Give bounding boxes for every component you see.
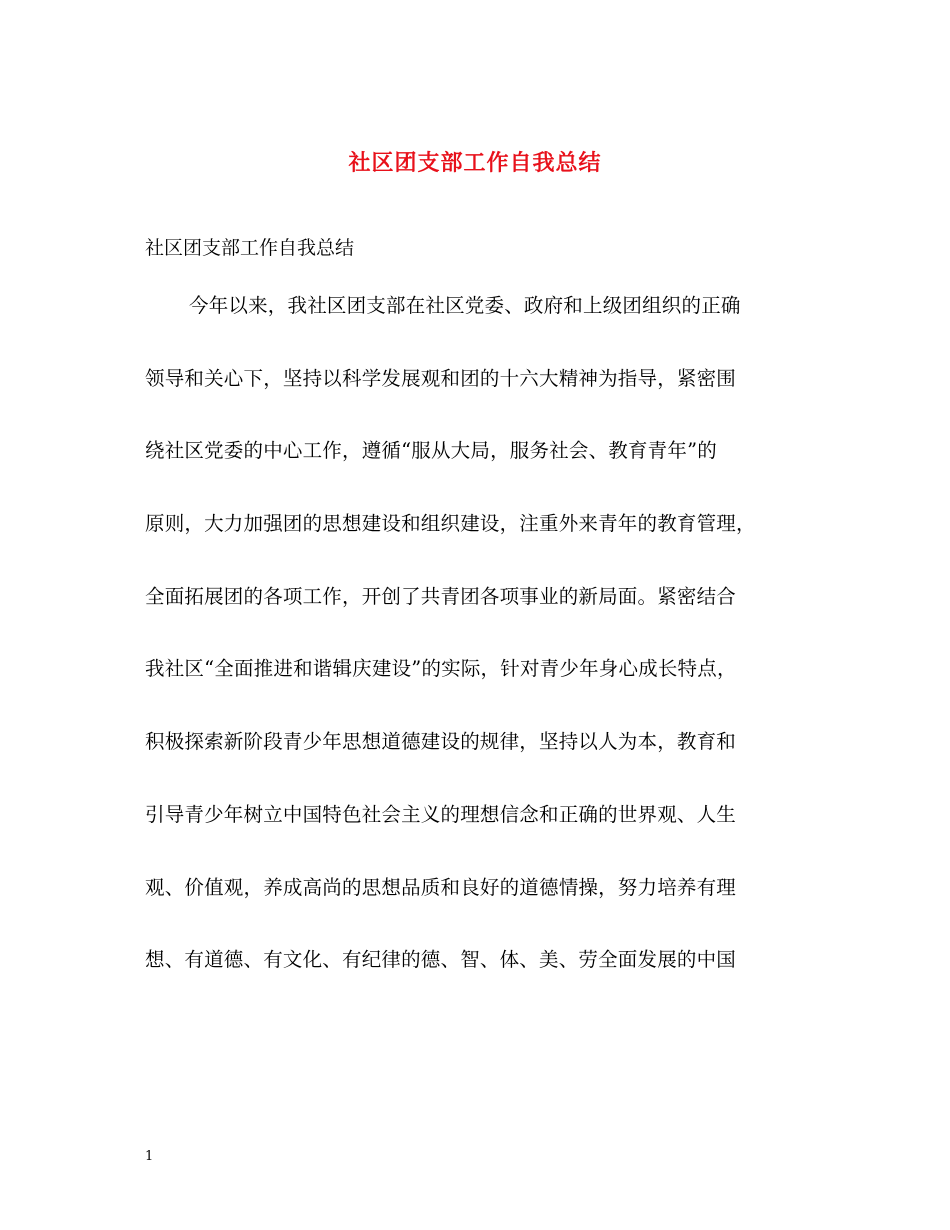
document-subtitle: 社区团支部工作自我总结 [145, 237, 355, 259]
body-line: 想、有道德、有文化、有纪律的德、智、体、美、劳全面发展的中国 [145, 948, 737, 972]
body-line: 领导和关心下，坚持以科学发展观和团的十六大精神为指导，紧密围 [145, 366, 737, 390]
body-line: 绕社区党委的中心工作，遵循“服从大局，服务社会、教育青年”的 [145, 439, 717, 463]
body-paragraph [145, 286, 805, 1013]
document-title: 社区团支部工作自我总结 [348, 150, 602, 176]
body-line: 观、价值观，养成高尚的思想品质和良好的道德情操，努力培养有理 [145, 875, 737, 899]
body-line: 今年以来，我社区团支部在社区党委、政府和上级团组织的正确 [189, 294, 741, 317]
body-line: 我社区“全面推进和谐辑庆建设”的实际，针对青少年身心成长特点， [145, 657, 737, 681]
page-number: 1 [145, 1149, 154, 1164]
body-line: 全面拓展团的各项工作，开创了共青团各项事业的新局面。紧密结合 [145, 584, 737, 608]
body-line: 积极探索新阶段青少年思想道德建设的规律，坚持以人为本，教育和 [145, 730, 737, 754]
body-line: 原则，大力加强团的思想建设和组织建设，注重外来青年的教育管理， [145, 512, 756, 536]
body-line: 引导青少年树立中国特色社会主义的理想信念和正确的世界观、人生 [145, 802, 737, 826]
